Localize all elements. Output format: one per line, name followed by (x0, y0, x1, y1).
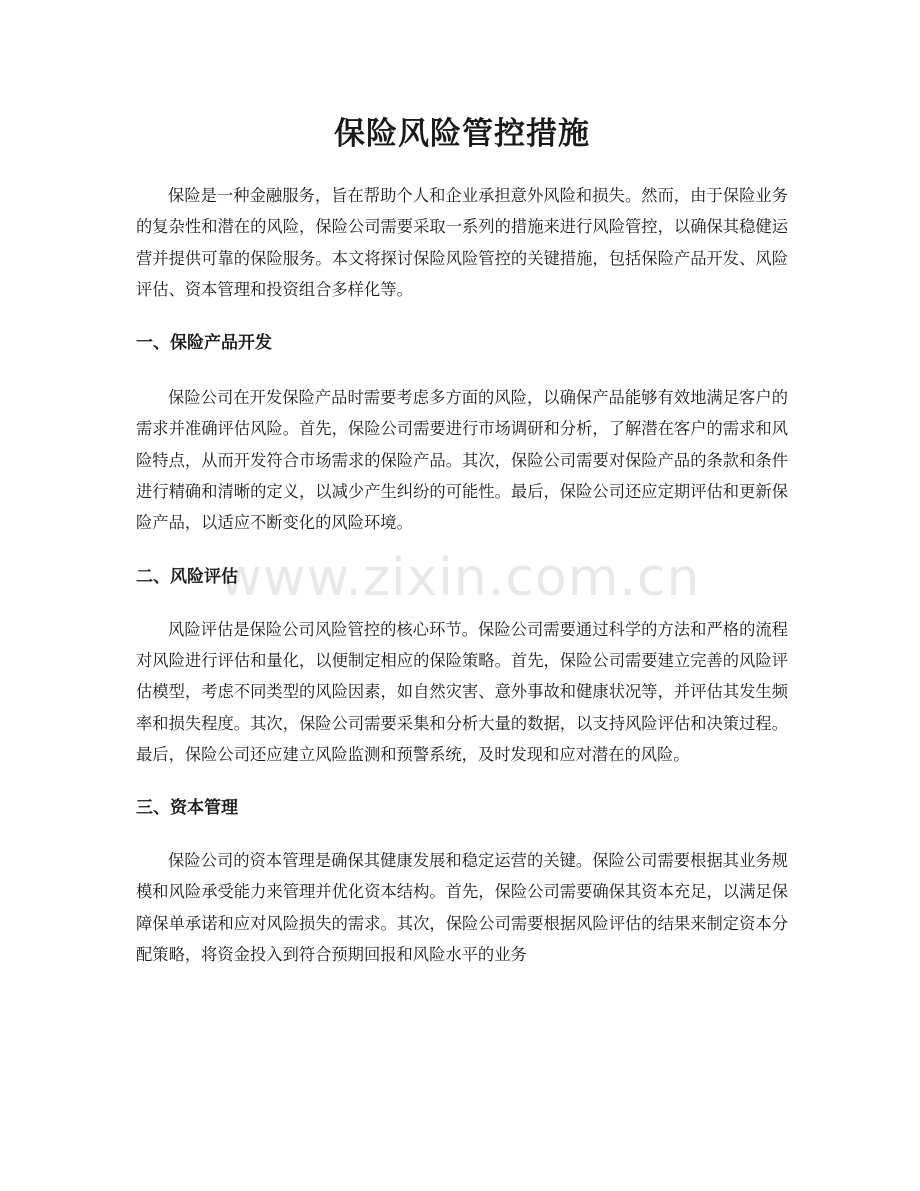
document-page (136, 0, 788, 970)
section-body-capital-management: 保险公司的资本管理是确保其健康发展和稳定运营的关键。保险公司需要根据其业务规模和风险承受能力来管理并优化资本结构。首先，保险公司需要确保其资本充足，以满足保障保单承诺和应对风险损失的需求。其次，保险公司需要根据风险评估的结果来制定资本分配策略，将资金投入到符合预期回报和风险水平的业务 (136, 851, 788, 965)
section-body-risk-assessment: 风险评估是保险公司风险管控的核心环节。保险公司需要通过科学的方法和严格的流程对风险进行评估和量化，以便制定相应的保险策略。首先，保险公司需要建立完善的风险评估模型，考虑不同类型的风险因素，如自然灾害、意外事故和健康状况等，并评估其发生频率和损失程度。其次，保险公司需要采集和分析大量的数据，以支持风险评估和决策过程。最后，保险公司还应建立风险监测和预警系统，及时发现和应对潜在的风险。 (136, 619, 788, 764)
section-heading-product-development: 一、保险产品开发 (136, 333, 272, 354)
intro-paragraph: 保险是一种金融服务，旨在帮助个人和企业承担意外风险和损失。然而，由于保险业务的复杂性和潜在的风险，保险公司需要采取一系列的措施来进行风险管控，以确保其稳健运营并提供可靠的保险服务。本文将探讨保险风险管控的关键措施，包括保险产品开发、风险评估、资本管理和投资组合多样化等。 (136, 186, 788, 299)
section-body-product-development: 保险公司在开发保险产品时需要考虑多方面的风险，以确保产品能够有效地满足客户的需求并准确评估风险。首先，保险公司需要进行市场调研和分析，了解潜在客户的需求和风险特点，从而开发符合市场需求的保险产品。其次，保险公司需要对保险产品的条款和条件进行精确和清晰的定义，以减少产生纠纷的可能性。最后，保险公司还应定期评估和更新保险产品，以适应不断变化的风险环境。 (136, 388, 788, 533)
page-title: 保险风险管控措施 (334, 116, 590, 152)
section-heading-risk-assessment: 二、风险评估 (136, 566, 238, 587)
watermark-text: www.zixin.com.cn (219, 548, 701, 608)
section-heading-capital-management: 三、资本管理 (136, 798, 238, 819)
